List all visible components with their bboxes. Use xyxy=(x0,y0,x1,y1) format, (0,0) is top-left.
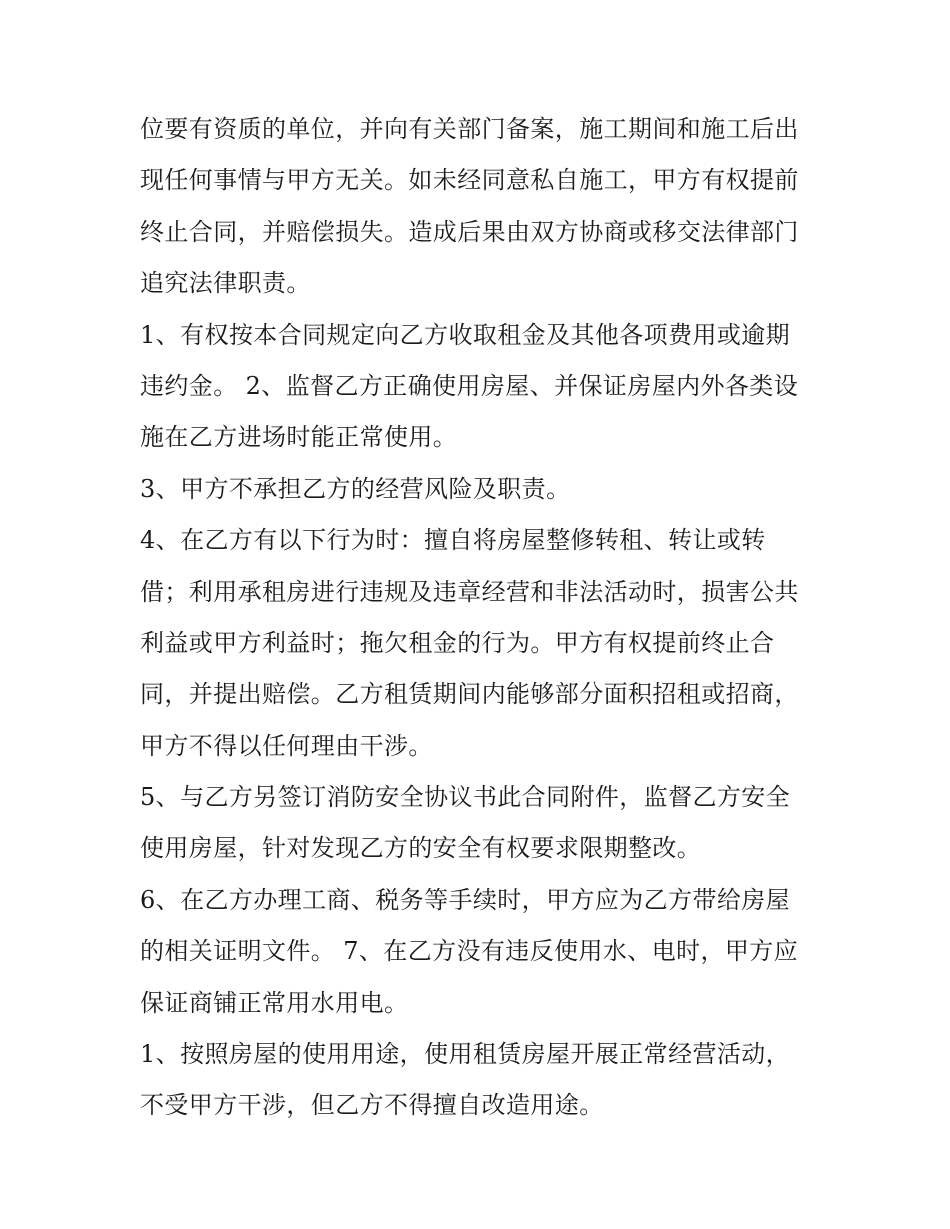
text-line: 利益或甲方利益时；拖欠租金的行为。甲方有权提前终止合 xyxy=(140,628,775,657)
document-body xyxy=(140,104,820,1132)
text-line: 施在乙方进场时能正常使用。 xyxy=(140,423,458,452)
text-line: 追究法律职责。 xyxy=(140,269,311,298)
text-line: 的相关证明文件。 7、在乙方没有违反使用水、电时，甲方应 xyxy=(140,937,799,966)
text-line: 5、与乙方另签订消防安全协议书此合同附件，监督乙方安全 xyxy=(140,783,791,812)
text-line: 6、在乙方办理工商、税务等手续时，甲方应为乙方带给房屋 xyxy=(140,885,791,914)
text-line: 同，并提出赔偿。乙方租赁期间内能够部分面积招租或招商， xyxy=(140,680,799,709)
text-line: 不受甲方干涉，但乙方不得擅自改造用途。 xyxy=(140,1091,604,1120)
text-line: 使用房屋，针对发现乙方的安全有权要求限期整改。 xyxy=(140,834,702,863)
text-line: 现任何事情与甲方无关。如未经同意私自施工，甲方有权提前 xyxy=(140,166,799,195)
text-line: 3、甲方不承担乙方的经营风险及职责。 xyxy=(140,474,571,503)
text-line: 位要有资质的单位，并向有关部门备案，施工期间和施工后出 xyxy=(140,115,799,143)
text-line: 4、在乙方有以下行为时：擅自将房屋整修转租、转让或转 xyxy=(140,526,766,555)
text-line: 保证商铺正常用水用电。 xyxy=(140,988,409,1017)
text-line: 1、按照房屋的使用用途，使用租赁房屋开展正常经营活动， xyxy=(140,1040,791,1069)
text-line: 借；利用承租房进行违规及违章经营和非法活动时，损害公共 xyxy=(140,577,799,606)
text-line: 终止合同，并赔偿损失。造成后果由双方协商或移交法律部门 xyxy=(140,217,799,246)
text-line: 1、有权按本合同规定向乙方收取租金及其他各项费用或逾期 xyxy=(140,320,791,349)
text-line: 违约金。 2、监督乙方正确使用房屋、并保证房屋内外各类设 xyxy=(140,371,799,400)
text-line: 甲方不得以任何理由干涉。 xyxy=(140,731,433,760)
